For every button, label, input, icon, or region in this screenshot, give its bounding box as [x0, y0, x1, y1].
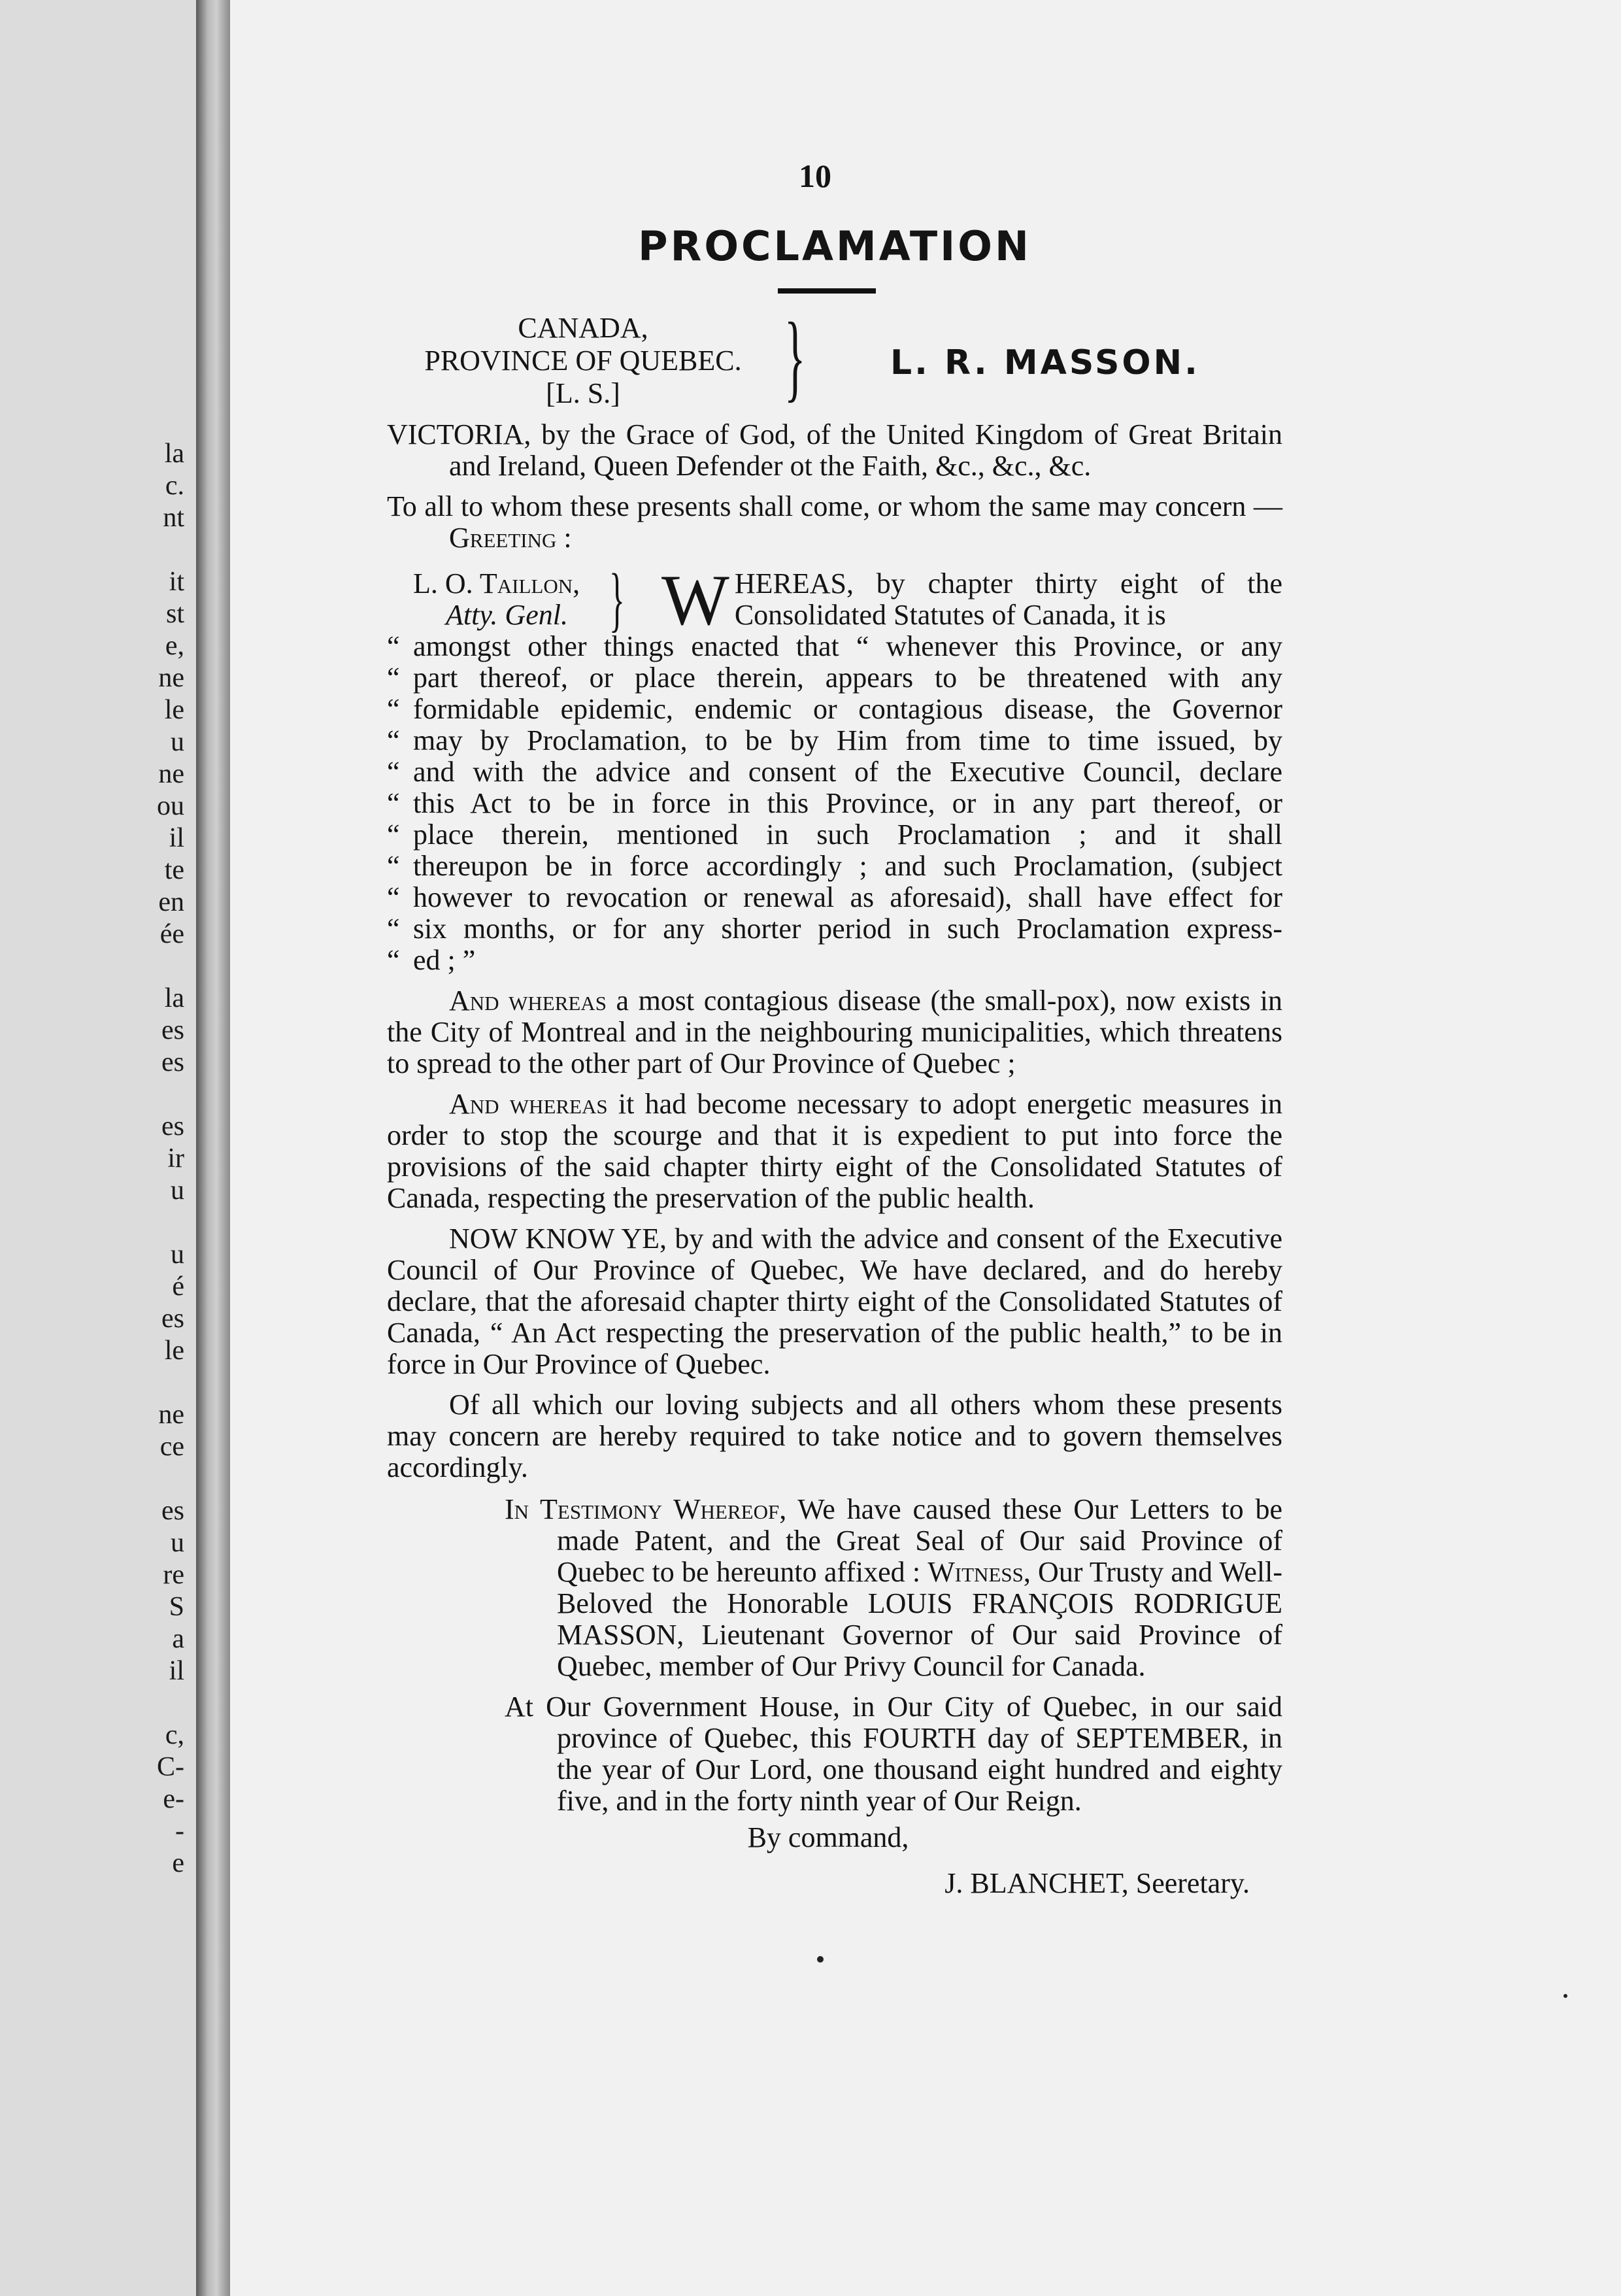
left-page-fragment: it: [169, 567, 184, 597]
quoted-line-text: however to revocation or renewal as aforesaid), shall have effect for: [413, 881, 1282, 913]
quote-mark: “: [387, 756, 400, 788]
left-page-fragment: ou: [157, 791, 184, 821]
quoted-line-text: place therein, mentioned in such Proclamation ; and it shall: [413, 819, 1282, 851]
left-page-fragment: ce: [159, 1432, 184, 1462]
left-page-fragment: c,: [165, 1720, 184, 1750]
quoted-line: [387, 756, 1282, 788]
left-page-fragment: u: [171, 1240, 184, 1270]
left-page-fragment: re: [163, 1560, 184, 1590]
quoted-line: [387, 631, 1282, 662]
quote-mark: “: [387, 724, 400, 756]
government-house-paragraph: At Our Government House, in Our City of Quebec, in our said province of Quebec, this FOURTH day of SEPTEMBER, in the year of Our Lord, one thousand eight hundred and eighty five, and in the forty ninth year of Our Reign.: [505, 1691, 1282, 1817]
ink-speck: [1563, 1994, 1567, 1998]
testimony-text2: Our Trusty and Well-Beloved the Honorable LOUIS FRANÇOIS RODRIGUE MASSON, Lieutenant Governor of Our said Province of Quebec, member of Our Privy Council for Canada.: [557, 1556, 1282, 1682]
left-page-fragment: te: [164, 855, 184, 885]
left-page-fragment: ne: [158, 1400, 184, 1430]
left-page-fragment: il: [169, 1656, 184, 1686]
left-page-fragment: le: [164, 695, 184, 725]
testimony-block: [387, 1494, 1282, 1817]
quote-mark: “: [387, 662, 400, 694]
quoted-line-text: this Act to be in force in this Province, or in any part thereof, or: [413, 787, 1282, 819]
left-page-fragment: en: [158, 887, 184, 917]
witness-word: Witness,: [927, 1556, 1031, 1588]
of-all-paragraph: Of all which our loving subjects and all others whom these presents may concern are hereby required to take notice and to govern themselves accordingly.: [387, 1389, 1282, 1483]
greeting-text: To all to whom these presents shall come, or whom the same may concern —: [387, 490, 1282, 522]
left-page-fragment: e-: [163, 1784, 184, 1814]
left-page-fragment: c.: [165, 471, 184, 501]
left-page-fragment: es: [161, 1496, 184, 1526]
left-page-fragment: es: [161, 1111, 184, 1141]
left-page-fragment: il: [169, 823, 184, 853]
quote-mark: “: [387, 850, 400, 882]
victoria-paragraph: VICTORIA, by the Grace of God, of the United Kingdom of Great Britain and Ireland, Queen Defender ot the Faith, &c., &c., &c.: [387, 418, 1282, 482]
quoted-line-text: formidable epidemic, endemic or contagious disease, the Governor: [413, 693, 1282, 725]
quoted-line: [387, 788, 1282, 819]
jurisdiction-province: PROVINCE OF QUEBEC.: [424, 345, 742, 377]
quoted-line: [387, 913, 1282, 945]
document-page: [230, 0, 1621, 2296]
second-whereas-paragraph: [387, 985, 1282, 1079]
governor-name: L. R. MASSON.: [890, 343, 1200, 382]
now-know-ye-paragraph: NOW KNOW YE, by and with the advice and consent of the Executive Council of Our Province of Quebec, We have declared, and do hereby declare, that the aforesaid chapter thirty eight of the Consolidated Statutes of Canada, “ An Act respecting the preservation of the public health,” to be in force in Our Province of Quebec.: [387, 1223, 1282, 1380]
header-brace: }: [784, 303, 806, 411]
greeting-paragraph: [387, 491, 1282, 554]
left-page-fragment: la: [164, 983, 184, 1013]
proclamation-header: [387, 303, 1282, 411]
left-page-fragment: nt: [163, 503, 184, 533]
third-whereas-paragraph: [387, 1089, 1282, 1214]
second-whereas-body: a most contagious disease (the small-pox), now exists in the City of Montreal and in the neighbouring municipalities, which threatens to spread to the other part of Our Province of Quebec ;: [387, 985, 1282, 1079]
quoted-line-text: and with the advice and consent of the Executive Council, declare: [413, 756, 1282, 788]
testimony-paragraph: [505, 1494, 1282, 1682]
quoted-line: [387, 819, 1282, 851]
attorney-brace: }: [609, 559, 625, 639]
left-page-edge: [0, 0, 196, 2296]
left-page-fragment: st: [165, 599, 184, 629]
quoted-line: [387, 945, 1282, 976]
quote-mark: “: [387, 693, 400, 725]
left-page-fragment: e: [172, 1848, 184, 1878]
left-page-fragment: ne: [158, 759, 184, 789]
quoted-line-text: thereupon be in force accordingly ; and such Proclamation, (subject: [413, 850, 1282, 882]
quote-mark: “: [387, 881, 400, 913]
first-whereas-block: [387, 559, 1282, 640]
first-whereas-body: HEREAS, by chapter thirty eight of the Consolidated Statutes of Canada, it is: [734, 567, 1282, 631]
attorney-general-name: L. O. Taillon,: [413, 567, 580, 599]
attorney-general-title: Atty. Genl.: [446, 599, 568, 631]
jurisdiction-country: CANADA,: [518, 312, 648, 344]
quote-mark: “: [387, 787, 400, 819]
left-page-fragment: C-: [157, 1752, 184, 1782]
greeting-colon: :: [556, 522, 572, 554]
quote-mark: “: [387, 630, 400, 662]
quoted-statute: [387, 631, 1282, 976]
quote-mark: “: [387, 944, 400, 976]
left-page-fragment: ée: [159, 919, 184, 949]
quoted-line: [387, 694, 1282, 725]
seal-mark: [L. S.]: [546, 377, 620, 409]
left-page-fragment: u: [171, 1175, 184, 1206]
quoted-line: [387, 662, 1282, 694]
testimony-lead: In Testimony Whereof,: [505, 1493, 787, 1525]
quoted-line: [387, 882, 1282, 913]
left-page-fragment: -: [175, 1816, 184, 1846]
left-page-fragment: le: [164, 1336, 184, 1366]
quoted-line-text: amongst other things enacted that “ whenever this Province, or any: [413, 630, 1282, 662]
left-page-fragment: u: [171, 1528, 184, 1558]
quoted-line: [387, 851, 1282, 882]
ink-speck: [817, 1956, 824, 1963]
book-gutter: [196, 0, 230, 2296]
drop-cap: W: [661, 560, 729, 640]
page-title: PROCLAMATION: [638, 222, 1031, 270]
greeting-word: Greeting: [449, 522, 557, 554]
left-page-fragment: es: [161, 1047, 184, 1077]
left-page-fragment: é: [172, 1272, 184, 1302]
third-whereas-body: it had become necessary to adopt energetic measures in order to stop the scourge and that it is expedient to put into force the provisions of the said chapter thirty eight of the Consolidated Statutes of Canada, respecting the preservation of the public health.: [387, 1088, 1282, 1214]
left-page-fragment: ir: [167, 1143, 184, 1173]
left-page-fragment: es: [161, 1304, 184, 1334]
quoted-line-text: ed ; ”: [413, 944, 476, 976]
quote-mark: “: [387, 819, 400, 851]
left-page-fragment: la: [164, 439, 184, 469]
left-page-fragment: ne: [158, 663, 184, 693]
page-content: [387, 157, 1282, 1899]
by-command: By command,: [747, 1821, 909, 1853]
title-rule: [778, 288, 876, 294]
quote-mark: “: [387, 913, 400, 945]
jurisdiction-block: [387, 312, 779, 410]
quoted-line-text: six months, or for any shorter period in such Proclamation express-: [413, 913, 1282, 945]
attorney-general-block: [413, 568, 642, 631]
secretary-signature: J. BLANCHET, Seeretary.: [944, 1867, 1250, 1899]
second-whereas-lead: And whereas: [449, 985, 607, 1017]
left-page-fragment: S: [169, 1592, 184, 1622]
left-page-fragment: a: [172, 1624, 184, 1654]
third-whereas-lead: And whereas: [449, 1088, 608, 1120]
left-page-fragment: es: [161, 1015, 184, 1045]
left-page-fragment: e,: [165, 631, 184, 661]
testimony-text1: We have caused these Our Letters to be made Patent, and the Great Seal of Our said Province of Quebec to be hereunto affixed :: [557, 1493, 1282, 1588]
quoted-line-text: part thereof, or place therein, appears to be threatened with any: [413, 662, 1282, 694]
page-number: 10: [799, 158, 831, 194]
quoted-line: [387, 725, 1282, 756]
quoted-line-text: may by Proclamation, to be by Him from time to time issued, by: [413, 724, 1282, 756]
left-page-fragment: u: [171, 727, 184, 757]
